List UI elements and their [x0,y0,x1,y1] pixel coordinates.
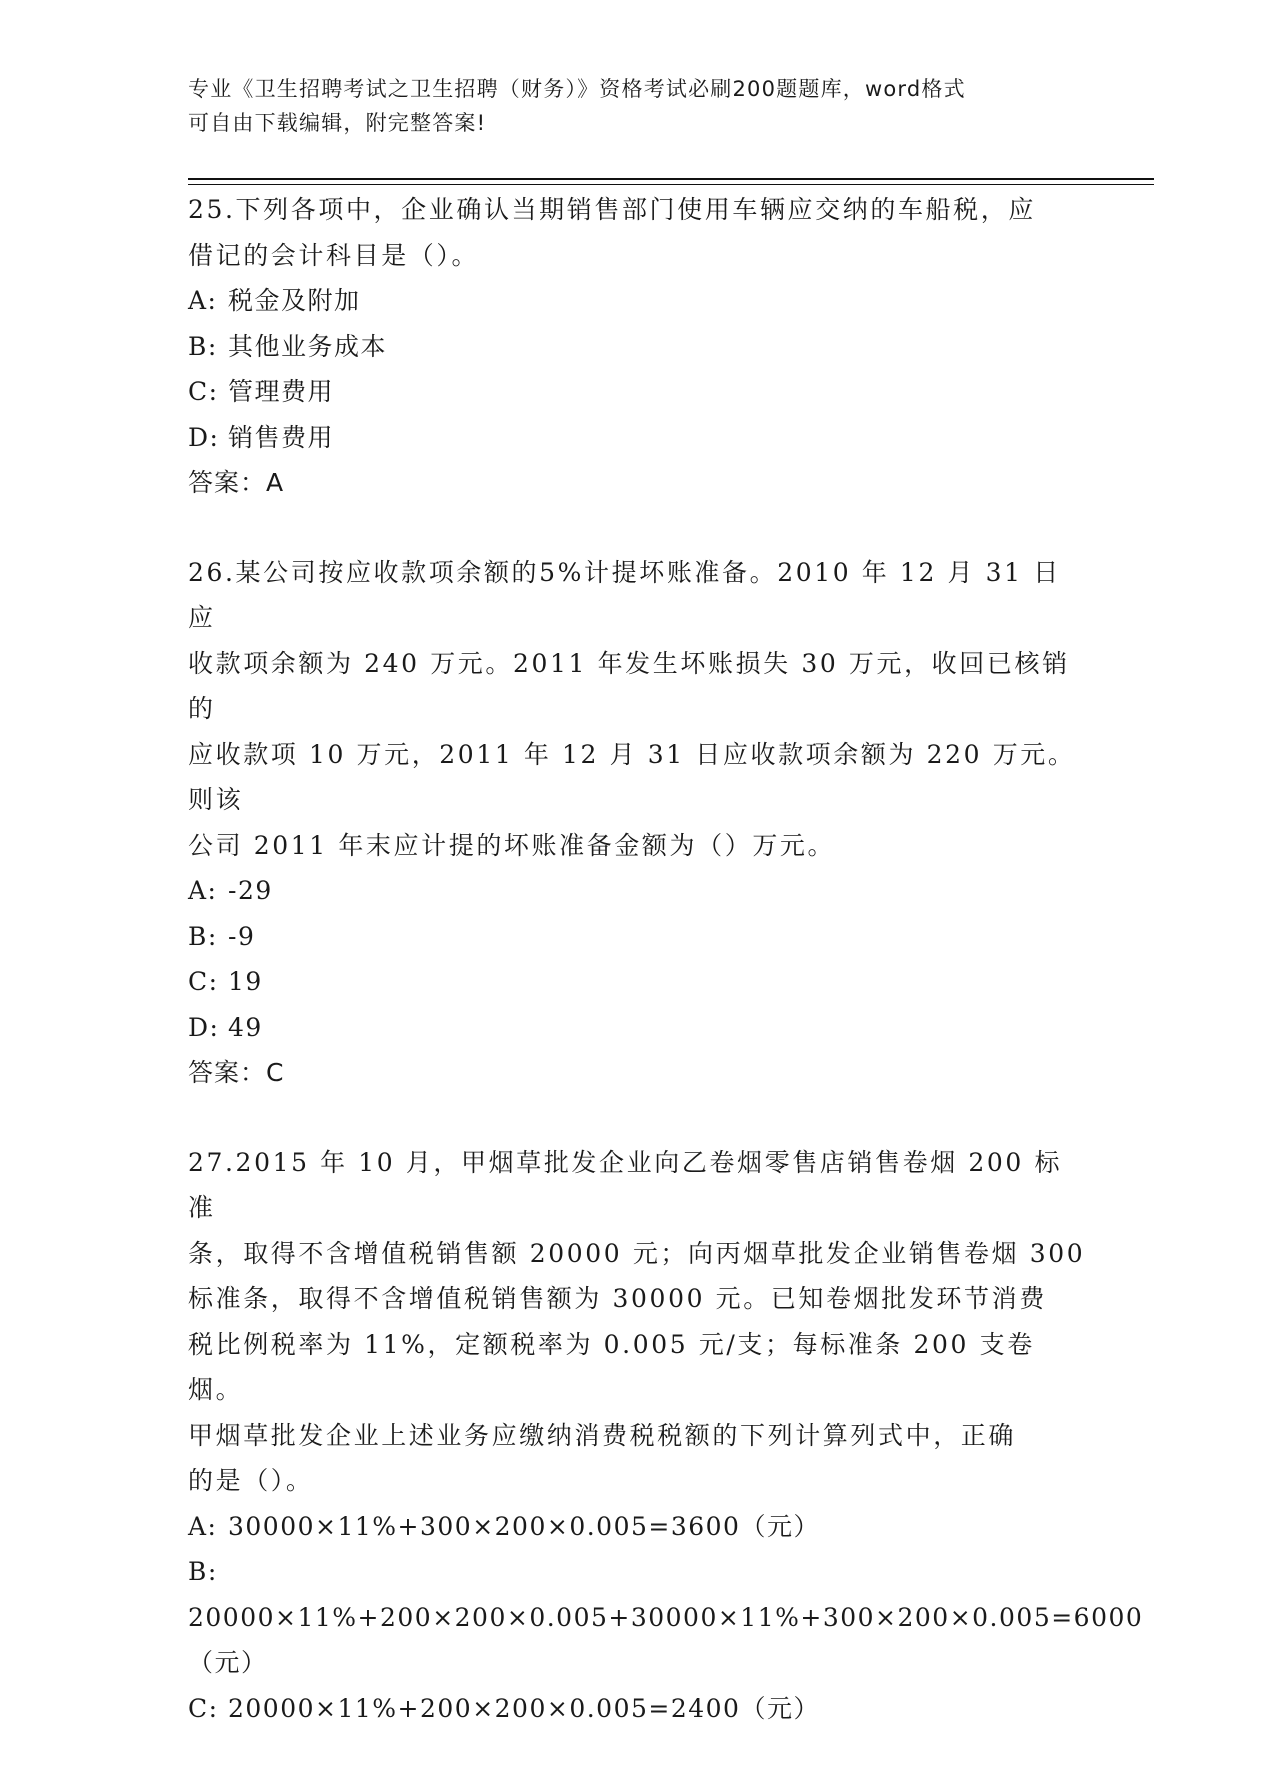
option-text: 20000×11%+200×200×0.005+30000×11%+300×200×0.005=6000 [188,1602,1144,1632]
option-b [188,324,1088,370]
question-stem-line: 标准条，取得不含增值税销售额为 30000 元。已知卷烟批发环节消费 [188,1284,1047,1313]
question-stem-line: 收款项余额为 240 万元。2011 年发生坏账损失 30 万元，收回已核销的 [188,648,1070,723]
option-text: 其他业务成本 [228,331,388,361]
option-letter: B: [188,1557,218,1586]
question-stem-line: 借记的会计科目是（）。 [188,240,480,270]
option-d [188,1005,1088,1051]
option-d [188,415,1088,461]
header-line-1: 专业《卫生招聘考试之卫生招聘（财务）》资格考试必刷200题题库，word格式 [188,77,966,101]
option-text: 管理费用 [228,377,335,406]
option-c [188,959,1088,1005]
option-letter: D: [188,1012,220,1042]
option-text: -29 [228,876,273,905]
question-stem-line: 公司 2011 年末应计提的坏账准备金额为（）万元。 [188,830,836,860]
option-a [188,1504,1088,1550]
option-text: 49 [228,1012,263,1042]
option-text: 销售费用 [228,422,335,452]
option-text: 19 [228,967,263,996]
option-c [188,1686,1088,1732]
option-c [188,369,1088,415]
option-a [188,278,1088,324]
question-25 [188,187,1088,506]
question-stem-line: 应收款项 10 万元，2011 年 12 月 31 日应收款项余额为 220 万元。则该 [188,739,1076,814]
option-a [188,868,1088,914]
option-text: 30000×11%+300×200×0.005=3600（元） [228,1511,820,1541]
question-list [188,187,1144,1775]
question-stem-line: 甲烟草批发企业上述业务应缴纳消费税税额的下列计算列式中，正确 [188,1420,1017,1450]
answer-line: 答案：C [188,1058,285,1087]
option-text: 税金及附加 [228,286,361,315]
question-stem-line: 的是（）。 [188,1466,314,1495]
question-stem-line: 条，取得不含增值税销售额 20000 元；向丙烟草批发企业销售卷烟 300 [188,1238,1086,1268]
question-stem-line: 27.2015 年 10 月，甲烟草批发企业向乙卷烟零售店销售卷烟 200 标准 [188,1147,1063,1222]
option-letter: B: [188,331,218,361]
option-letter: A: [188,876,218,905]
document-header [188,72,1068,140]
option-letter: C: [188,377,219,406]
option-letter: A: [188,1511,218,1541]
header-divider-thick [188,178,1154,180]
header-divider-thin [188,184,1154,185]
option-letter: D: [188,422,220,452]
question-stem-line: 25.下列各项中，企业确认当期销售部门使用车辆应交纳的车船税，应 [188,195,1036,224]
question-stem-line: 税比例税率为 11%，定额税率为 0.005 元/支；每标准条 200 支卷烟。 [188,1329,1035,1404]
header-line-2: 可自由下载编辑，附完整答案! [188,111,487,135]
question-27 [188,1140,1144,1732]
option-letter: C: [188,1693,219,1723]
option-text: （元） [188,1648,268,1677]
option-letter: C: [188,967,219,996]
option-letter: B: [188,921,218,951]
option-b [188,1549,1144,1640]
option-text: -9 [228,921,256,951]
option-letter: A: [188,286,218,315]
question-stem-line: 26.某公司按应收款项余额的5%计提坏账准备。2010 年 12 月 31 日应 [188,557,1061,632]
option-b [188,914,1088,960]
option-b-continuation [188,1640,1088,1686]
option-text: 20000×11%+200×200×0.005=2400（元） [228,1693,820,1723]
question-26 [188,550,1088,1096]
answer-line: 答案：A [188,468,285,497]
